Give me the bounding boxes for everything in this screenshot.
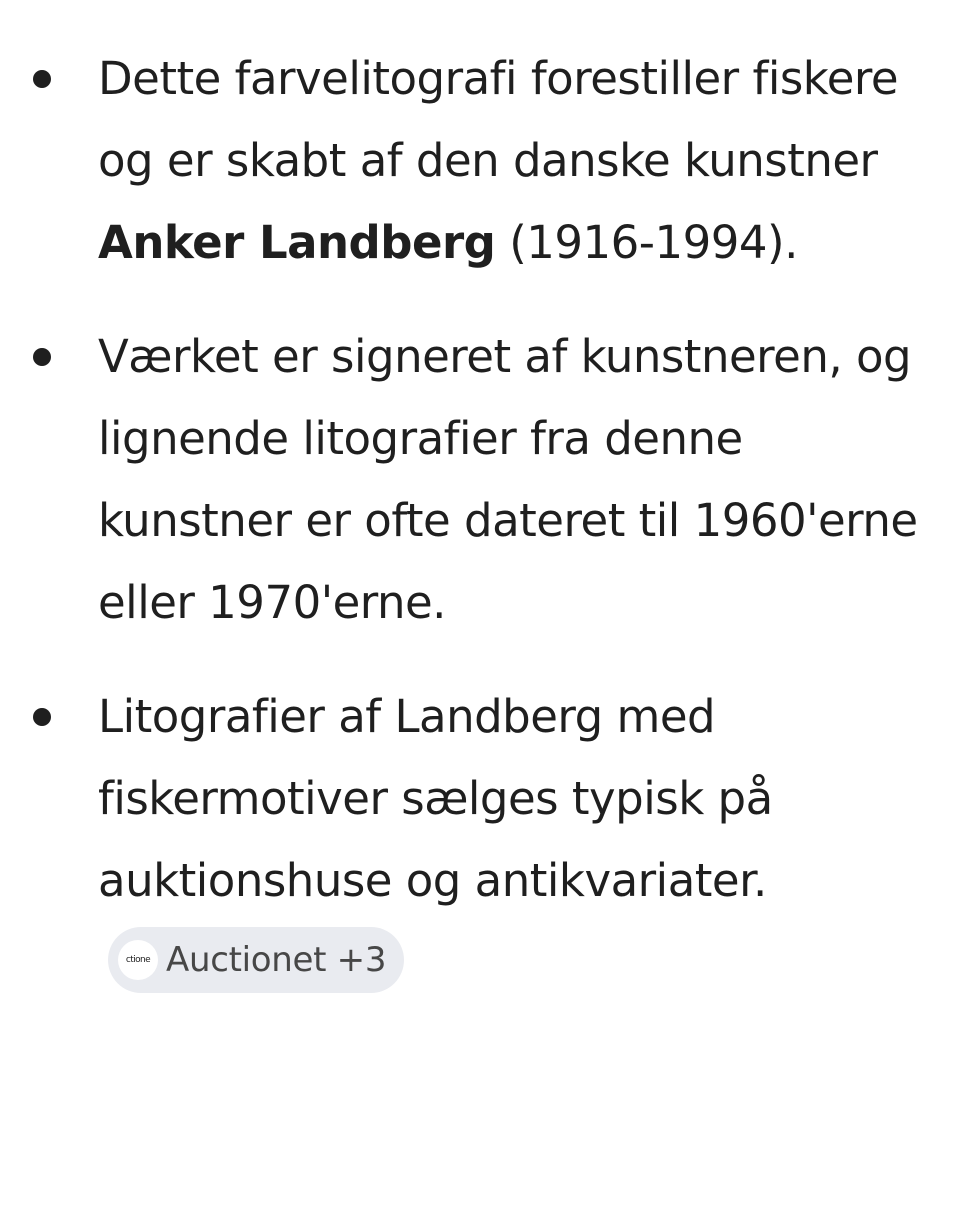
artist-name: Anker Landberg <box>98 216 496 269</box>
list-item <box>0 316 960 644</box>
bullet-text-start: Dette farvelitografi forestiller fiskere og er skabt af den danske kunstner <box>98 52 899 187</box>
bullet-text-end: (1916-1994). <box>495 216 798 269</box>
source-chip-label: Auctionet +3 <box>166 940 387 980</box>
bullet-dot-icon <box>33 348 51 366</box>
bullet-text: Værket er signeret af kunstneren, og lignende litografier fra denne kunstner er ofte dateret til 1960'erne eller 1970'erne. <box>98 330 918 629</box>
auctionet-favicon-icon: ctione <box>118 940 158 980</box>
source-chip-button[interactable] <box>108 927 404 993</box>
bullet-list <box>0 38 960 1036</box>
bullet-dot-icon <box>33 70 51 88</box>
list-item <box>0 38 960 284</box>
bullet-text: Litografier af Landberg med fiskermotiver sælges typisk på auktionshuse og antikvariater. <box>98 690 773 907</box>
list-item <box>0 676 960 1004</box>
bullet-dot-icon <box>33 708 51 726</box>
